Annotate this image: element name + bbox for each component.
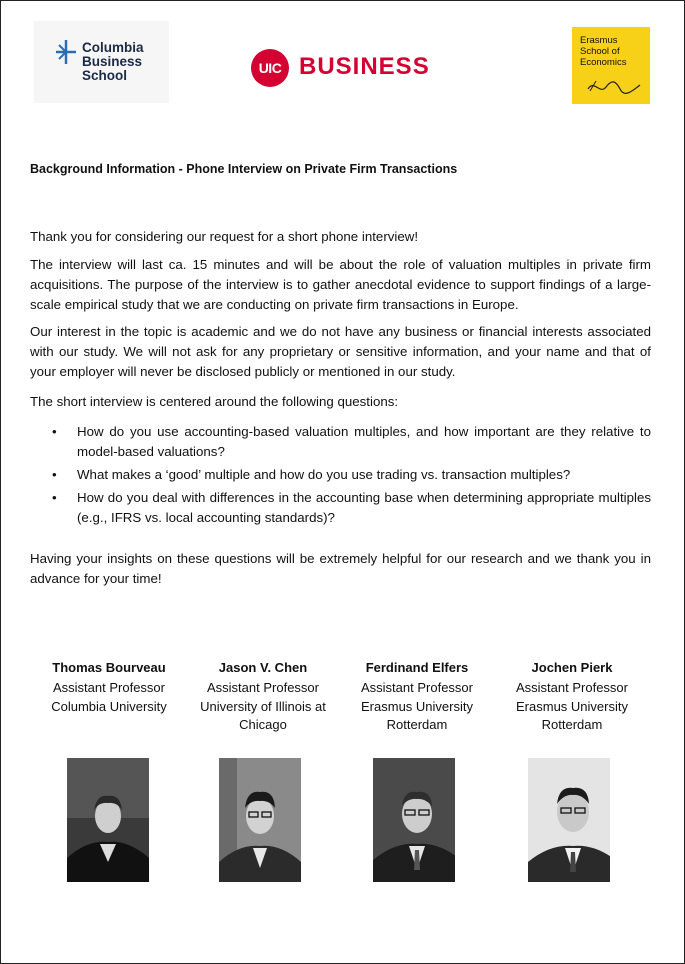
academic-interest-paragraph: Our interest in the topic is academic and we do not have any business or financial interests associated with our study. We will not ask for any proprietary or sensitive information, and your name and that of your employer will never be disclosed publicly or mentioned in our study. (30, 324, 651, 379)
person-role: Assistant Professor (516, 680, 628, 695)
questions-intro-paragraph: The short interview is centered around the following questions: (30, 394, 399, 409)
columbia-business-school-logo (34, 21, 169, 103)
person-role: Assistant Professor (207, 680, 319, 695)
portrait-photo (373, 758, 455, 882)
erasmus-school-of-economics-logo (572, 27, 650, 104)
document-title: Background Information - Phone Interview on Private Firm Transactions (30, 162, 458, 176)
erasmus-logo-text: Erasmus School of Economics (580, 35, 627, 68)
question-list (30, 422, 651, 531)
person-card (34, 658, 184, 716)
person-card (342, 658, 492, 734)
portrait-photo (67, 758, 149, 882)
person-affiliation: Erasmus University Rotterdam (516, 699, 628, 732)
person-name: Jason V. Chen (218, 660, 308, 675)
person-card (497, 658, 647, 734)
person-name: Ferdinand Elfers (365, 660, 469, 675)
intro-paragraph: Thank you for considering our request for a short phone interview! (30, 229, 419, 244)
bullet-icon: • (52, 490, 57, 505)
list-item: • How do you use accounting-based valuation multiples, and how important are they relative to model-based valuations? (52, 424, 651, 459)
person-name: Jochen Pierk (531, 660, 613, 675)
uic-badge: UIC (251, 49, 289, 87)
person-name: Thomas Bourveau (52, 660, 166, 675)
interview-purpose-paragraph: The interview will last ca. 15 minutes and will be about the role of valuation multiples in private firm acquisitions. The purpose of the interview is to gather anecdotal evidence to support findings of a large-scale empirical study that we are conducting on private firm transactions in Europe. (30, 257, 651, 312)
person-role: Assistant Professor (53, 680, 165, 695)
person-card (188, 658, 338, 734)
person-affiliation: Erasmus University Rotterdam (361, 699, 473, 732)
bullet-icon: • (52, 467, 57, 482)
closing-paragraph: Having your insights on these questions will be extremely helpful for our research and we thank you in advance for your time! (30, 551, 651, 586)
erasmus-signature-icon (586, 77, 642, 97)
person-affiliation: University of Illinois at Chicago (200, 699, 326, 732)
portrait-photo (219, 758, 301, 882)
columbia-crown-icon (54, 39, 78, 65)
person-role: Assistant Professor (361, 680, 473, 695)
columbia-logo-text: Columbia Business School (82, 40, 144, 83)
list-item: • How do you deal with differences in the accounting base when determining appropriate multiples (e.g., IFRS vs. local accounting standards)? (52, 490, 651, 525)
person-affiliation: Columbia University (51, 699, 167, 714)
list-item: • What makes a ‘good’ multiple and how do you use trading vs. transaction multiples? (30, 465, 651, 485)
bullet-icon: • (52, 424, 57, 439)
portrait-photo (528, 758, 610, 882)
uic-business-word: BUSINESS (299, 53, 430, 80)
